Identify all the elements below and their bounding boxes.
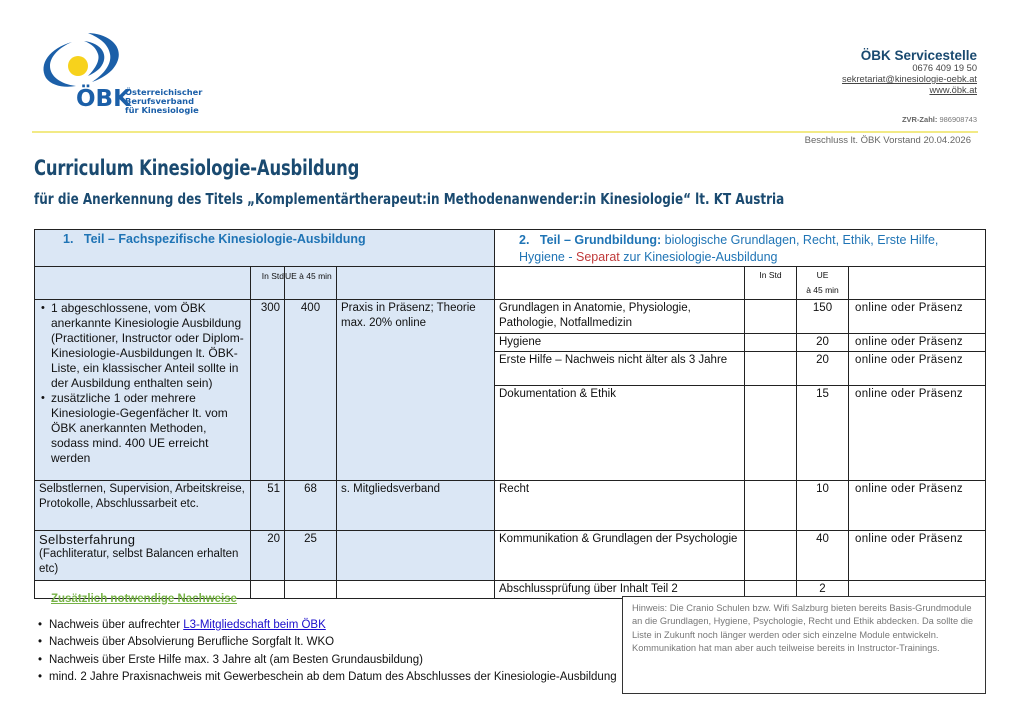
part1-row-training: • 1 abgeschlossene, vom ÖBK anerkannte Kinesiologie Ausbildung (Practitioner, Instructor oder Diplom-Kinesiologie-Ausbildungen lt. ÖBK-Liste, ein klassischer Anteil sollte in der Ausbildung enthalten sein) • zusätzliche 1 oder mehrere Kinesiologie-Gegenfächer lt. vom ÖBK anerkannten Methoden, sodass mind. 400 UE erreicht werden: [35, 300, 251, 481]
part2-col-hours: In Std: [745, 267, 797, 300]
list-item: • Nachweis über aufrechter L3-Mitgliedschaft beim ÖBK: [38, 617, 617, 634]
list-item: • Nachweis über Absolvierung Berufliche Sorgfalt lt. WKO: [38, 634, 617, 651]
column-header-row: [35, 267, 986, 300]
table-row: Hygiene 20 online oder Präsenz: [35, 334, 986, 352]
header-divider: [32, 131, 978, 133]
page-title: Curriculum Kinesiologie-Ausbildung: [34, 156, 360, 180]
table-row: Abschlussprüfung über Inhalt Teil 2 2: [35, 581, 986, 599]
membership-link[interactable]: L3-Mitgliedschaft beim ÖBK: [183, 619, 326, 631]
curriculum-table: [34, 229, 986, 599]
page-subtitle: für die Anerkennung des Titels „Komplementärtherapeut:in Methodenanwender:in Kinesiologie“ lt. KT Austria: [34, 190, 785, 208]
table-row: Selbsterfahrung (Fachliteratur, selbst Balancen erhalten etc) 20 25 Kommunikation & Grundlagen der Psychologie 40 online oder Präsenz: [35, 531, 986, 581]
list-item: • mind. 2 Jahre Praxisnachweis mit Gewerbeschein ab dem Datum des Abschlusses der Kinesiologie-Ausbildung: [38, 669, 617, 686]
resolution-note: Beschluss lt. ÖBK Vorstand 20.04.2026: [804, 135, 971, 146]
list-item: • Nachweis über Erste Hilfe max. 3 Jahre alt (am Besten Grundausbildung): [38, 652, 617, 669]
part2-col-ue: UE à 45 min: [797, 267, 849, 300]
contact-website-link[interactable]: www.öbk.at: [929, 85, 977, 95]
hint-note-box: Hinweis: Die Cranio Schulen bzw. Wifi Salzburg bieten bereits Basis-Grundmodule an die Grundlagen, Hygiene, Psychologie, Recht und Ethik abdecken. Da sollte die Liste in Zukunft noch länger werden oder sich einzelne Module entwickeln. Kommunikation hat man aber auch teilweise bereits in Instructor-Trainings.: [622, 596, 986, 694]
part2-heading: 2. Teil – Grundbildung: biologische Grundlagen, Recht, Ethik, Erste Hilfe, Hygiene - Separat zur Kinesiologie-Ausbildung: [495, 230, 986, 267]
part1-col-hours: In Std: [251, 267, 285, 300]
table-row: Dokumentation & Ethik 15 online oder Präsenz: [35, 386, 986, 481]
contact-organization: ÖBK Servicestelle: [860, 48, 977, 63]
logo-abbreviation: ÖBK: [76, 86, 131, 112]
part1-col-ue: UE à 45 min: [285, 267, 337, 300]
logo-swoosh-icon: [36, 30, 126, 90]
table-heading-row: [35, 230, 986, 267]
zvr-number: ZVR-Zahl: 986908743: [901, 115, 977, 124]
contact-block: [842, 48, 977, 96]
additional-proofs-list: [38, 617, 617, 686]
table-row: • 1 abgeschlossene, vom ÖBK anerkannte Kinesiologie Ausbildung (Practitioner, Instructor oder Diplom-Kinesiologie-Ausbildungen lt. ÖBK-Liste, ein klassischer Anteil sollte in der Ausbildung enthalten sein) • zusätzliche 1 oder mehrere Kinesiologie-Gegenfächer lt. vom ÖBK anerkannten Methoden, sodass mind. 400 UE erreicht werden 300 400 Praxis in Präsenz; Theorie max. 20% online Grundlagen in Anatomie, Physiologie, Pathologie, Notfallmedizin 150 online oder Präsenz: [35, 300, 986, 334]
oebk-logo: [36, 30, 256, 115]
table-row: Erste Hilfe – Nachweis nicht älter als 3 Jahre 20 online oder Präsenz: [35, 352, 986, 386]
logo-organization-name: Österreichischer Berufsverband für Kinesiologie: [125, 87, 203, 115]
additional-proofs-heading: Zusätzlich notwendige Nachweise: [51, 593, 237, 605]
part1-heading: 1. Teil – Fachspezifische Kinesiologie-Ausbildung: [35, 230, 495, 267]
contact-email-link[interactable]: sekretariat@kinesiologie-oebk.at: [841, 74, 977, 84]
contact-phone: 0676 409 19 50: [912, 63, 977, 73]
table-row: Selbstlernen, Supervision, Arbeitskreise, Protokolle, Abschlussarbeit etc. 51 68 s. Mitgliedsverband Recht 10 online oder Präsenz: [35, 481, 986, 531]
